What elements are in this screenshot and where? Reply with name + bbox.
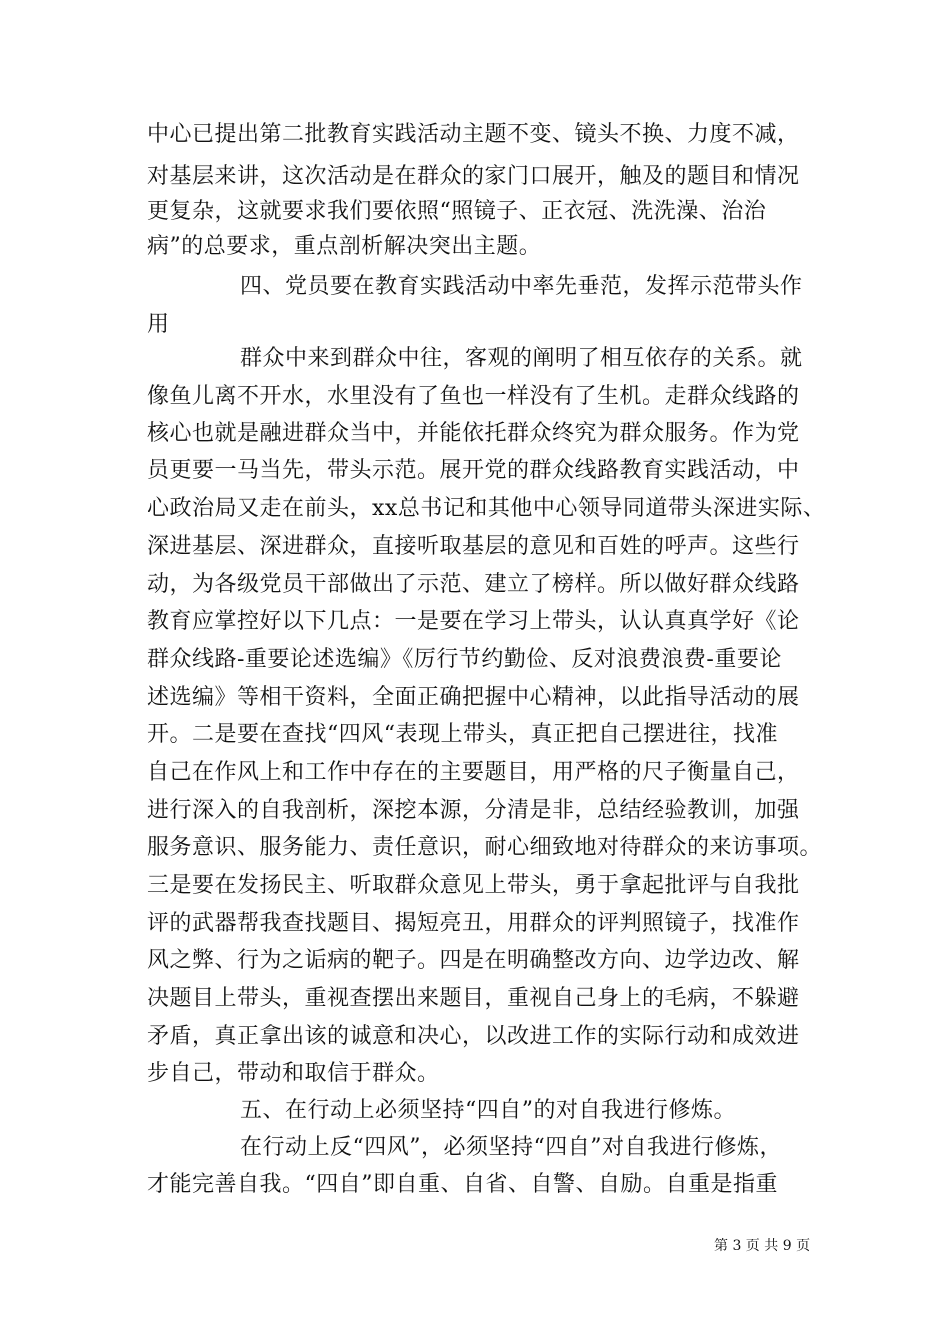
text-line: 决题目上带头，重视查摆出来题目，重视自己身上的毛病，不躲避	[147, 986, 800, 1011]
text-line: 更复杂，这就要求我们要依照“照镜子、正衣冠、洗洗澡、治治	[147, 199, 767, 224]
text-line: 才能完善自我。“四自”即自重、自省、自警、自励。自重是指重	[147, 1172, 778, 1197]
paragraph-start: 群众中来到群众中往，客观的阐明了相互依存的关系。就	[240, 346, 803, 371]
page-number-footer: 第 3 页 共 9 页	[714, 1238, 811, 1254]
text-line: 教育应掌控好以下几点：一是要在学习上带头，认认真真学好《论	[147, 609, 800, 634]
text-line: 评的武器帮我查找题目、揭短亮丑，用群众的评判照镜子，找准作	[147, 911, 800, 936]
text-line: 进行深入的自我剖析，深挖本源，分清是非，总结经验教训，加强	[147, 798, 800, 823]
text-line: 员更要一马当先，带头示范。展开党的群众线路教育实践活动，中	[147, 458, 800, 483]
section-heading: 五、在行动上必须坚持“四自”的对自我进行修炼。	[240, 1098, 736, 1123]
text-line: 群众线路-重要论述选编》《厉行节约勤俭、反对浪费浪费-重要论	[147, 647, 782, 672]
text-line: 服务意识、服务能力、责任意识，耐心细致地对待群众的来访事项。	[147, 835, 823, 860]
text-line: 对基层来讲，这次活动是在群众的家门口展开，触及的题目和情况	[147, 164, 800, 189]
section-heading-continuation: 用	[147, 312, 170, 337]
text-line: 步自己，带动和取信于群众。	[147, 1061, 440, 1086]
text-line: 中心已提出第二批教育实践活动主题不变、镜头不换、力度不减，	[147, 122, 800, 147]
text-line: 三是要在发扬民主、听取群众意见上带头，勇于拿起批评与自我批	[147, 873, 800, 898]
section-heading: 四、党员要在教育实践活动中率先垂范，发挥示范带头作	[240, 274, 803, 299]
text-line: 心政治局又走在前头，xx总书记和其他中心领导同道带头深进实际、	[147, 496, 826, 521]
text-line: 风之弊、行为之诟病的靶子。四是在明确整改方向、边学边改、解	[147, 948, 800, 973]
text-line: 核心也就是融进群众当中，并能依托群众终究为群众服务。作为党	[147, 421, 800, 446]
text-line: 像鱼儿离不开水，水里没有了鱼也一样没有了生机。走群众线路的	[147, 384, 800, 409]
text-line: 深进基层、深进群众，直接听取基层的意见和百姓的呼声。这些行	[147, 534, 800, 559]
text-line: 开。二是要在查找“四风“表现上带头，真正把自己摆进往，找准	[147, 722, 778, 747]
text-line: 述选编》等相干资料，全面正确把握中心精神，以此指导活动的展	[147, 685, 800, 710]
text-line: 动，为各级党员干部做出了示范、建立了榜样。所以做好群众线路	[147, 572, 800, 597]
text-line: 病”的总要求，重点剖析解决突出主题。	[147, 234, 542, 259]
text-line: 矛盾，真正拿出该的诚意和决心，以改进工作的实际行动和成效进	[147, 1024, 800, 1049]
paragraph-start: 在行动上反“四风”，必须坚持“四自”对自我进行修炼，	[240, 1135, 782, 1160]
text-line: 自己在作风上和工作中存在的主要题目，用严格的尺子衡量自己，	[147, 760, 800, 785]
